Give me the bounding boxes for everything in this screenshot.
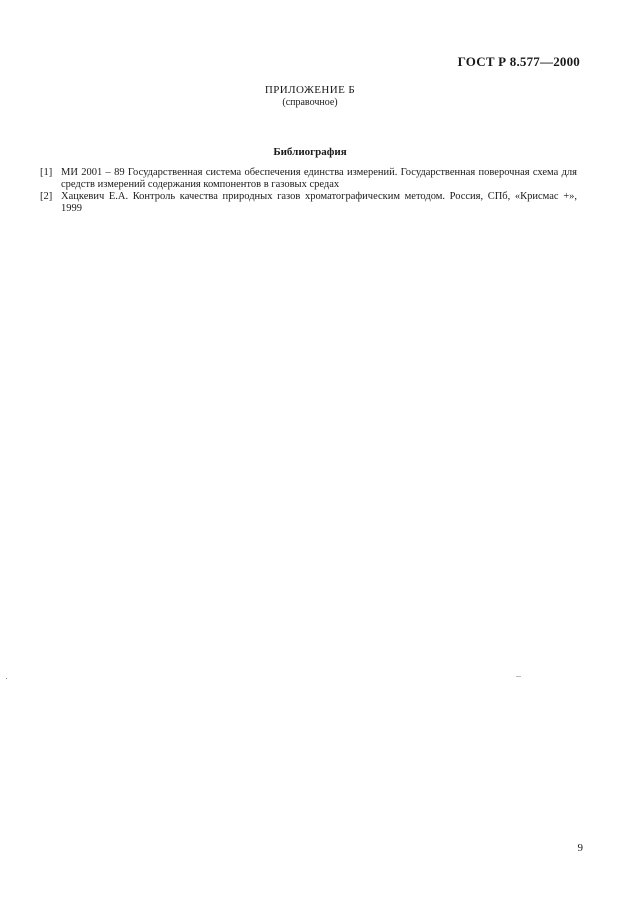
reference-text: Хацкевич Е.А. Контроль качества природных газов хроматографическим методом. Россия, СПб, «Крисмас +», 1999 (61, 191, 577, 214)
reference-item (40, 167, 577, 190)
scan-speck (6, 678, 7, 679)
reference-number: [2] (40, 191, 53, 202)
page-number: 9 (577, 842, 583, 854)
reference-number: [1] (40, 167, 53, 178)
appendix-subtitle: (справочное) (282, 97, 338, 108)
reference-list (40, 167, 577, 215)
reference-text: МИ 2001 – 89 Государственная система обеспечения единства измерений. Государственная поверочная схема для средств измерений содержания компонентов в газовых средах (61, 167, 577, 190)
reference-item (40, 191, 577, 214)
standard-code: ГОСТ Р 8.577—2000 (457, 54, 580, 69)
appendix-title: ПРИЛОЖЕНИЕ Б (264, 84, 356, 96)
scan-speck (516, 676, 521, 677)
bibliography-heading: Библиография (273, 146, 347, 158)
